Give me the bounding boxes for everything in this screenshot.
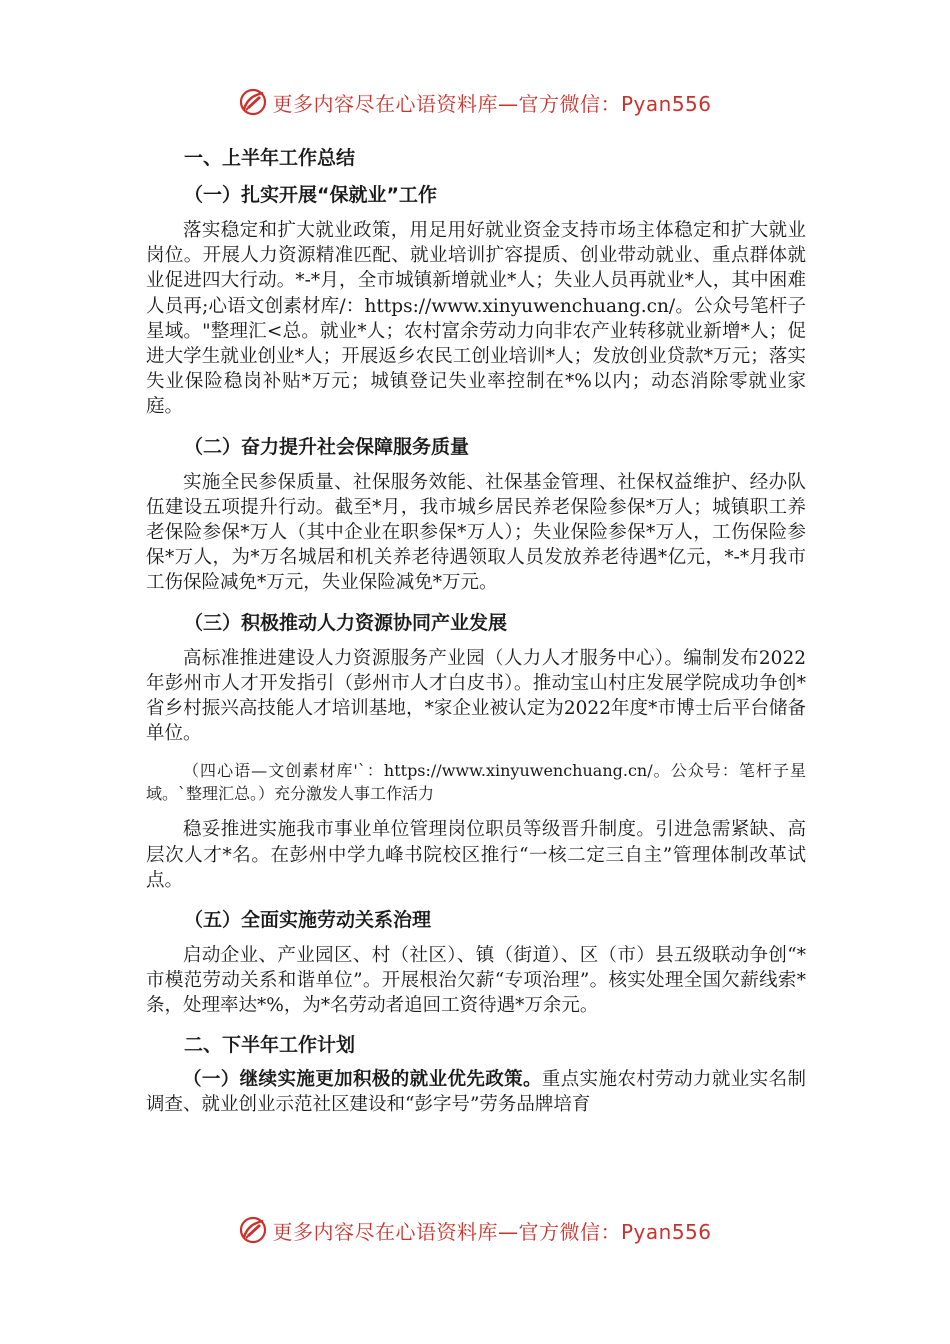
document-body	[146, 140, 806, 1125]
banner-text	[272, 1216, 711, 1245]
pen-swirl-logo-icon	[238, 87, 268, 117]
subsection-1-3-heading: （三）积极推动人力资源协同产业发展	[184, 611, 508, 634]
banner-wechat-id: Pyan556	[620, 1219, 712, 1244]
subsection-1-2-paragraph: 实施全民参保质量、社保服务效能、社保基金管理、社保权益维护、经办队伍建设五项提升行动。截至*月，我市城乡居民养老保险参保*万人；城镇职工养老保险参保*万人（其中企业在职参保*万人）；失业保险参保*万人，工伤保险参保*万人，为*万名城居和机关养老待遇领取人员发放养老待遇*亿元，*-*月我市工伤保险减免*万元，失业保险减免*万元。	[146, 471, 806, 594]
subsection-1-1-paragraph: 落实稳定和扩大就业政策，用足用好就业资金支持市场主体稳定和扩大就业岗位。开展人力资源精准匹配、就业培训扩容提质、创业带动就业、重点群体就业促进四大行动。*-*月，全市城镇新增就业*人；失业人员再就业*人，其中困难人员再;心语文创素材库/：https://www.xinyuwenchuang.cn/。公众号笔杆子星域。"整理汇<总。就业*人；农村富余劳动力向非农产业转移就业新增*人；促进大学生就业创业*人；开展返乡农民工创业培训*人；发放创业贷款*万元；落实失业保险稳岗补贴*万元；城镇登记失业率控制在*%以内；动态消除零就业家庭。	[146, 220, 806, 418]
banner-wechat-id: Pyan556	[620, 91, 712, 116]
subsection-1-1-heading: （一）扎实开展“保就业”工作	[184, 184, 437, 206]
subsection-1-3-paragraph: 高标准推进建设人力资源服务产业园（人力人才服务中心）。编制发布2022年彭州市人才开发指引（彭州市人才白皮书）。推动宝山村庄发展学院成功争创*省乡村振兴高技能人才培训基地，*家企业被认定为2022年度*市博士后平台储备单位。	[146, 647, 806, 745]
section-1-heading: 一、上半年工作总结	[184, 147, 356, 169]
banner-text	[272, 88, 711, 117]
subsection-1-4-paragraph: 稳妥推进实施我市事业单位管理岗位职员等级晋升制度。引进急需紧缺、高层次人才*名。在彭州中学九峰书院校区推行“一核二定三自主”管理体制改革试点。	[146, 819, 806, 891]
subsection-1-2-heading: （二）奋力提升社会保障服务质量	[184, 435, 470, 458]
header-banner	[0, 82, 950, 122]
pen-swirl-logo-icon	[238, 1215, 268, 1245]
banner-wechat-label: 官方微信：	[518, 1219, 621, 1244]
banner-separator: —	[497, 91, 519, 116]
section-2-heading: 二、下半年工作计划	[184, 1033, 356, 1056]
banner-brand: 更多内容尽在心语资料库	[272, 91, 498, 116]
banner-wechat-label: 官方微信：	[518, 91, 621, 116]
subsection-1-5-heading: （五）全面实施劳动关系治理	[184, 909, 432, 932]
subsection-1-5-paragraph: 启动企业、产业园区、村（社区）、镇（街道）、区（市）县五级联动争创“*市模范劳动关系和谐单位”。开展根治欠薪“专项治理”。核实处理全国欠薪线索*条，处理率达*%，为*名劳动者追回工资待遇*万余元。	[146, 945, 806, 1017]
subsection-2-1-paragraph	[146, 1067, 806, 1117]
subsection-2-1-lead: （一）继续实施更加积极的就业优先政策。	[183, 1068, 542, 1090]
banner-brand: 更多内容尽在心语资料库	[272, 1219, 498, 1244]
footer-banner	[0, 1210, 950, 1250]
subsection-1-4-heading: （四心语—文创素材库'`：https://www.xinyuwenchuang.cn/。公众号：笔杆子星域。`整理汇总。）充分激发人事工作活力	[146, 761, 806, 803]
banner-separator: —	[497, 1219, 519, 1244]
subsection-2-1-text: 重点实施农村劳动力就业实名制调查、就业创业示范社区建设和“彭字号”劳务品牌培育	[146, 1068, 806, 1115]
